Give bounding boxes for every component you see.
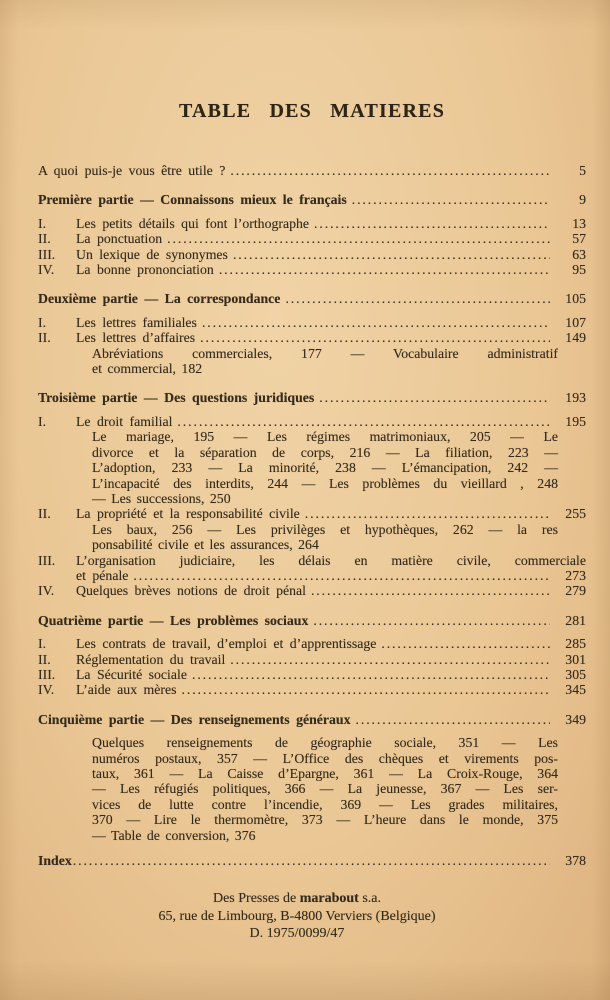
item-numeral: I. [38,314,47,330]
item-label: Les lettres familiales [76,314,197,330]
part-heading-label: Première partie — Connaissons mieux le français [38,192,347,208]
item-page-number: 285 [565,636,586,652]
note-line: vices de lutte contre l’incendie, 369 — Les grades militaires, [92,796,558,812]
toc-item-twoline [38,553,586,584]
entry-page-number: 5 [579,163,586,178]
note-line: — Table de conversion, 376 [92,827,256,843]
entry-label: A quoi puis-je vous être utile ? [38,163,226,178]
note-line: Quelques renseignements de géographie sociale, 351 — Les [92,735,558,751]
part-heading-label: Quatrième partie — Les problèmes sociaux [38,612,309,628]
toc-item [38,682,586,697]
item-label: La ponctuation [76,231,163,247]
item-numeral: III. [38,552,56,568]
item-numeral: III. [38,246,56,262]
note-line: Les baux, 256 — Les privilèges et hypothèques, 262 — la res [92,521,558,537]
item-numeral: II. [38,231,51,247]
toc-item [38,506,586,521]
dot-leader [182,682,551,697]
item-page-number: 13 [572,215,586,231]
note-line: divorce et la séparation de corps, 216 — La filiation, 223 — [92,444,558,460]
note-line: et commercial, 182 [92,361,203,377]
item-label: Quelques brèves notions de droit pénal [76,583,306,599]
item-note [92,522,558,553]
item-label: et pénale [76,567,129,583]
item-page-number: 95 [572,262,586,278]
dot-leader [133,568,550,583]
part-page-number: 193 [565,390,586,406]
note-line: — Les successions, 250 [92,490,231,506]
item-note [92,429,558,506]
part-heading [38,192,586,207]
item-label: Les contrats de travail, d’emploi et d’apprentissage [76,636,377,652]
dot-leader [167,231,550,246]
item-label: La propriété et la responsabilité civile [76,506,300,522]
toc-item-first-line [38,553,586,568]
note-line: 370 — Lire le thermomètre, 373 — L’heure dans le monde, 375 [92,812,558,828]
item-page-number: 107 [565,314,586,330]
item-numeral: IV. [38,583,55,599]
dot-leader [356,712,551,727]
dot-leader [73,853,550,868]
part-heading-label: Troisième partie — Des questions juridiques [38,390,315,406]
note-line: Abréviations commerciales, 177 — Vocabulaire administratif [92,345,558,361]
item-label: La bonne prononciation [76,262,214,278]
item-note [92,346,558,377]
toc-item [38,315,586,330]
part-page-number: 9 [579,192,586,208]
item-page-number: 63 [572,246,586,262]
item-label: Les lettres d’affaires [76,330,196,346]
dot-leader [219,262,550,277]
toc-item [38,652,586,667]
item-label: L’organisation judiciaire, les délais en matière civile, commerciale [76,552,586,568]
note-line: ponsabilité civile et les assurances, 264 [92,537,319,553]
item-page-number: 305 [565,666,586,682]
dot-leader [305,506,550,521]
dot-leader [230,652,550,667]
publisher-line [38,890,556,908]
part-heading [38,291,586,306]
item-numeral: IV. [38,262,55,278]
part-heading [38,390,586,405]
note-line: Le mariage, 195 — Les régimes matrimoniaux, 205 — Le [92,429,558,445]
item-page-number: 301 [565,651,586,667]
part-note [92,735,558,843]
toc-item-continuation [38,568,586,583]
part-page-number: 349 [565,711,586,727]
dot-leader [202,315,550,330]
toc-item [38,262,586,277]
note-line: numéros postaux, 357 — L’Office des chèques et virements pos- [92,750,558,766]
toc-item [38,636,586,651]
index-page-number: 378 [565,853,586,869]
item-numeral: IV. [38,682,55,698]
part-page-number: 105 [565,291,586,307]
dot-leader [285,291,550,306]
dot-leader [311,583,550,598]
dot-leader [200,330,550,345]
item-label: Les petits détails qui font l’orthographe [76,215,310,231]
toc-item [38,247,586,262]
dot-leader [192,667,550,682]
note-line: taux, 361 — La Caisse d’Epargne, 361 — La Croix-Rouge, 364 [92,766,558,781]
item-page-number: 255 [565,506,586,522]
publisher-suffix: s.a. [358,891,381,907]
part-heading-label: Cinquième partie — Des renseignements généraux [38,711,351,727]
item-numeral: I. [38,636,47,652]
item-numeral: II. [38,506,51,522]
dot-leader [381,636,550,651]
item-label: Le droit familial [76,413,173,429]
legal-deposit-number: D. 1975/0099/47 [249,926,345,942]
publisher-imprint [38,890,556,943]
index-entry [38,853,586,868]
item-label: Un lexique de synonymes [76,246,228,262]
dot-leader [313,613,550,628]
toc-item [38,330,586,345]
dot-leader [230,163,550,178]
item-numeral: I. [38,215,47,231]
item-page-number: 279 [565,583,586,599]
part-heading [38,613,586,628]
dot-leader [352,192,550,207]
toc-item [38,583,586,598]
item-page-number: 345 [565,682,586,698]
toc-item [38,231,586,246]
item-numeral: I. [38,413,47,429]
item-page-number: 149 [565,330,586,346]
toc-item [38,414,586,429]
note-line: L’incapacité des interdits, 244 — Les problèmes du vieillard , 248 [92,475,558,491]
page-title: TABLE DES MATIERES [178,100,446,122]
part-heading-label: Deuxième partie — La correspondance [38,291,281,307]
toc-entry-intro [38,163,586,178]
publisher-brand: marabout [299,891,359,907]
toc-item [38,216,586,231]
toc-item [38,667,586,682]
item-numeral: II. [38,651,51,667]
dot-leader [319,390,550,405]
publisher-address: 65, rue de Limbourg, B-4800 Verviers (Belgique) [158,908,436,924]
part-heading [38,712,586,727]
item-page-number: 57 [572,231,586,247]
item-numeral: II. [38,330,51,346]
item-numeral: III. [38,666,56,682]
dot-leader [177,414,550,429]
item-page-number: 273 [565,567,586,583]
item-page-number: 195 [565,413,586,429]
item-label: Réglementation du travail [76,651,226,667]
index-label: Index [38,853,72,869]
dot-leader [314,216,550,231]
dot-leader [233,247,550,262]
note-line: — Les réfugiés politiques, 366 — La jeunesse, 367 — Les ser- [92,781,558,797]
item-label: L’aide aux mères [76,682,177,698]
item-label: La Sécurité sociale [76,666,187,682]
part-page-number: 281 [565,612,586,628]
note-line: L’adoption, 233 — La minorité, 238 — L’émancipation, 242 — [92,460,558,476]
publisher-prefix: Des Presses de [212,891,300,907]
